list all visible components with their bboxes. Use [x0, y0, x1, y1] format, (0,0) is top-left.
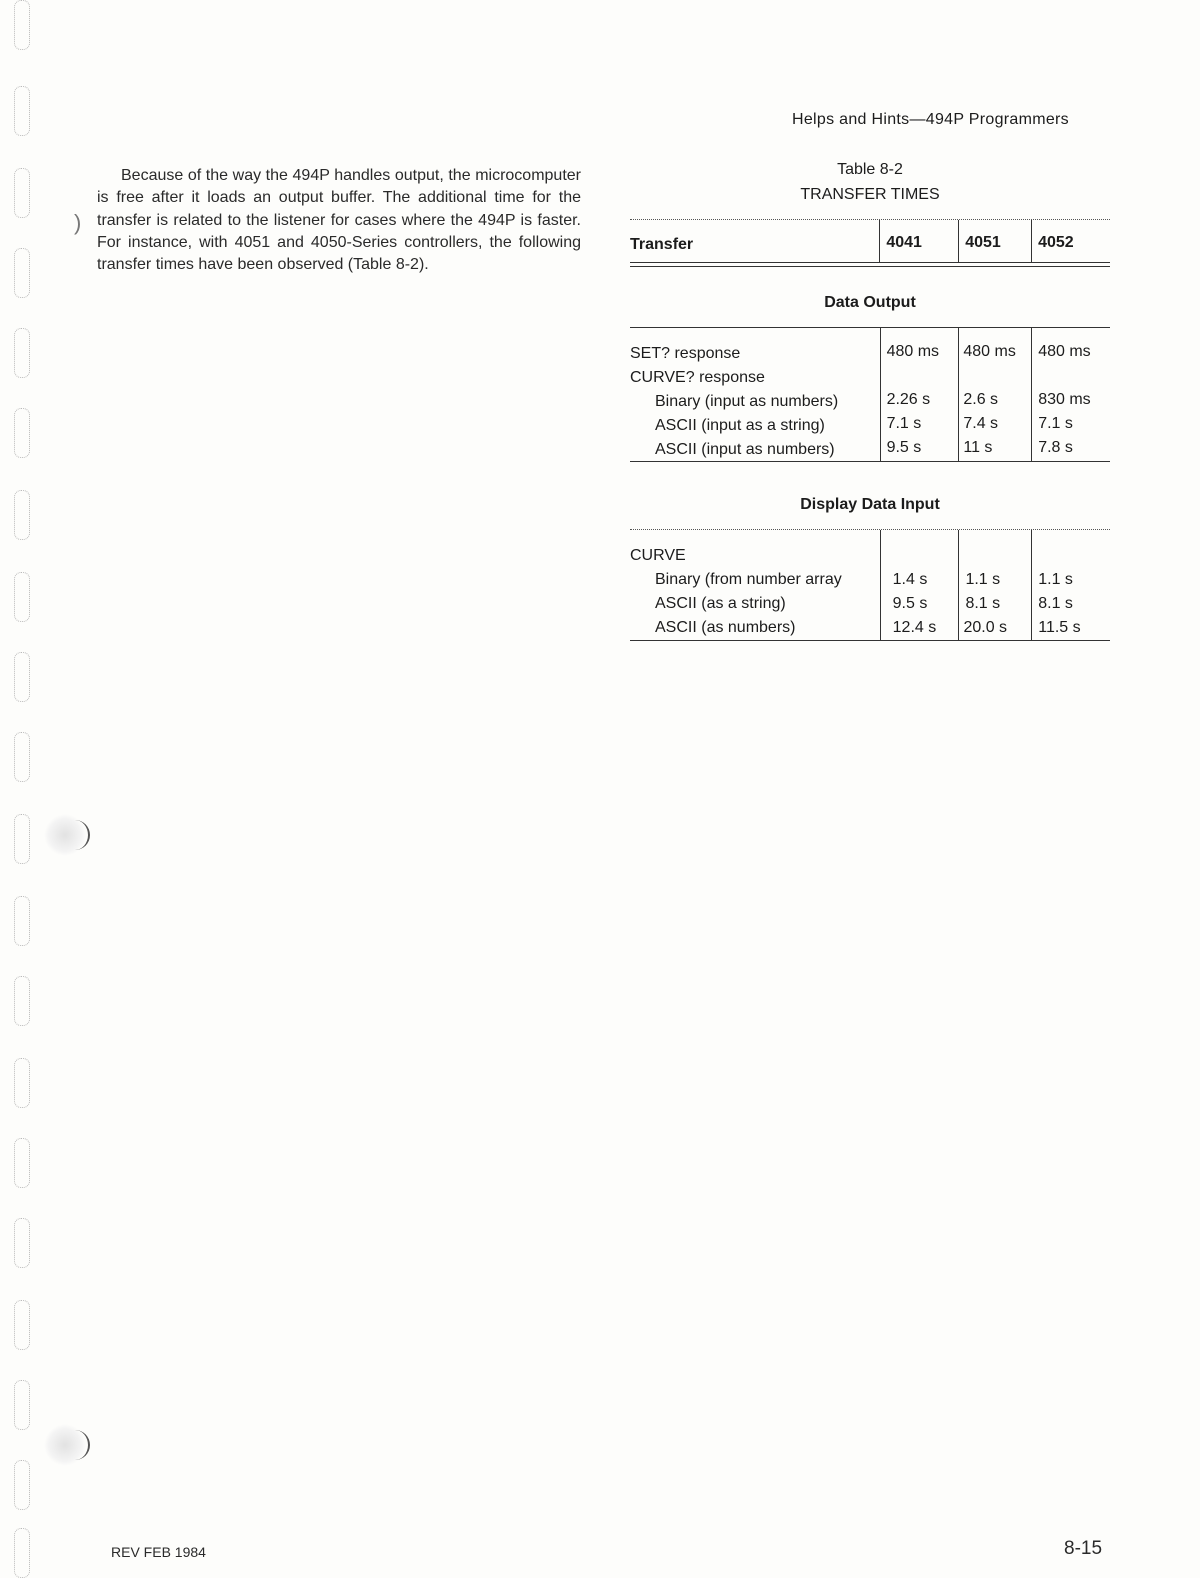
column-header-transfer: Transfer [630, 236, 694, 253]
row-label-ascii-as-string: ASCII (as a string) [655, 595, 786, 612]
row-label-curve: CURVE [630, 547, 686, 564]
cell-4051-binary: 2.6 s [963, 391, 999, 408]
section-title-display-data-input: Display Data Input [800, 496, 940, 513]
display-data-input-table [630, 530, 1110, 640]
section-title-data-output: Data Output [824, 294, 916, 311]
table-number: Table 8-2 [837, 161, 903, 178]
row-label-set-response: SET? response [630, 345, 741, 362]
cell-4051-curve-binary: 1.1 s [965, 571, 1001, 588]
cell-4052-curve-ascii-string: 8.1 s [1038, 595, 1073, 612]
row-label-ascii-string: ASCII (input as a string) [655, 417, 825, 434]
row-label-ascii-as-numbers: ASCII (as numbers) [655, 619, 796, 636]
cell-4041-ascii-numbers: 9.5 s [886, 439, 922, 456]
table-title: TRANSFER TIMES [800, 186, 940, 203]
column-header-4052: 4052 [1038, 234, 1074, 251]
cell-4052-curve-ascii-numbers: 11.5 s [1038, 619, 1081, 636]
cell-4051-set: 480 ms [963, 343, 1016, 360]
binder-holes [14, 0, 38, 1568]
cell-4051-ascii-string: 7.4 s [963, 415, 999, 432]
cell-4041-ascii-string: 7.1 s [886, 415, 922, 432]
cell-4052-binary: 830 ms [1038, 391, 1091, 408]
cell-4052-set: 480 ms [1038, 343, 1091, 360]
running-header: Helps and Hints—494P Programmers [792, 111, 1069, 128]
column-header-4041: 4041 [886, 234, 922, 251]
paragraph-text: Because of the way the 494P handles output, the microcomputer is free after it loads an output buffer. The additional time for the transfer is related to the listener for cases where the 494P is faster. For instance, with 4051 and 4050-Series controllers, the following transfer times have been observed (Table 8-2). [97, 167, 581, 274]
row-label-binary-numbers: Binary (input as numbers) [655, 393, 839, 410]
cell-4051-curve-ascii-numbers: 20.0 s [963, 619, 1008, 636]
row-label-binary-array: Binary (from number array [655, 571, 842, 588]
page-number: 8-15 [1064, 1538, 1103, 1559]
cell-4041-curve-ascii-numbers: 12.4 s [892, 619, 937, 636]
cell-4052-ascii-string: 7.1 s [1038, 415, 1073, 432]
cell-4041-set: 480 ms [886, 343, 940, 360]
cell-4041-curve-binary: 1.4 s [892, 571, 928, 588]
row-label-ascii-numbers: ASCII (input as numbers) [655, 441, 835, 458]
body-paragraph [97, 165, 581, 276]
punch-hole-mark [44, 814, 86, 856]
cell-4051-ascii-numbers: 11 s [963, 439, 993, 456]
cell-4041-binary: 2.26 s [886, 391, 931, 408]
cell-4041-curve-ascii-string: 9.5 s [892, 595, 928, 612]
cell-4052-ascii-numbers: 7.8 s [1038, 439, 1073, 456]
cell-4051-curve-ascii-string: 8.1 s [965, 595, 1001, 612]
column-header-4051: 4051 [965, 234, 1001, 251]
punch-hole-mark [44, 1424, 86, 1466]
column-header-row [630, 220, 1110, 262]
row-label-curve-response: CURVE? response [630, 369, 765, 386]
margin-mark: ) [74, 210, 82, 235]
data-output-table [630, 328, 1110, 462]
revision-date: REV FEB 1984 [111, 1544, 206, 1560]
cell-4052-curve-binary: 1.1 s [1038, 571, 1073, 588]
